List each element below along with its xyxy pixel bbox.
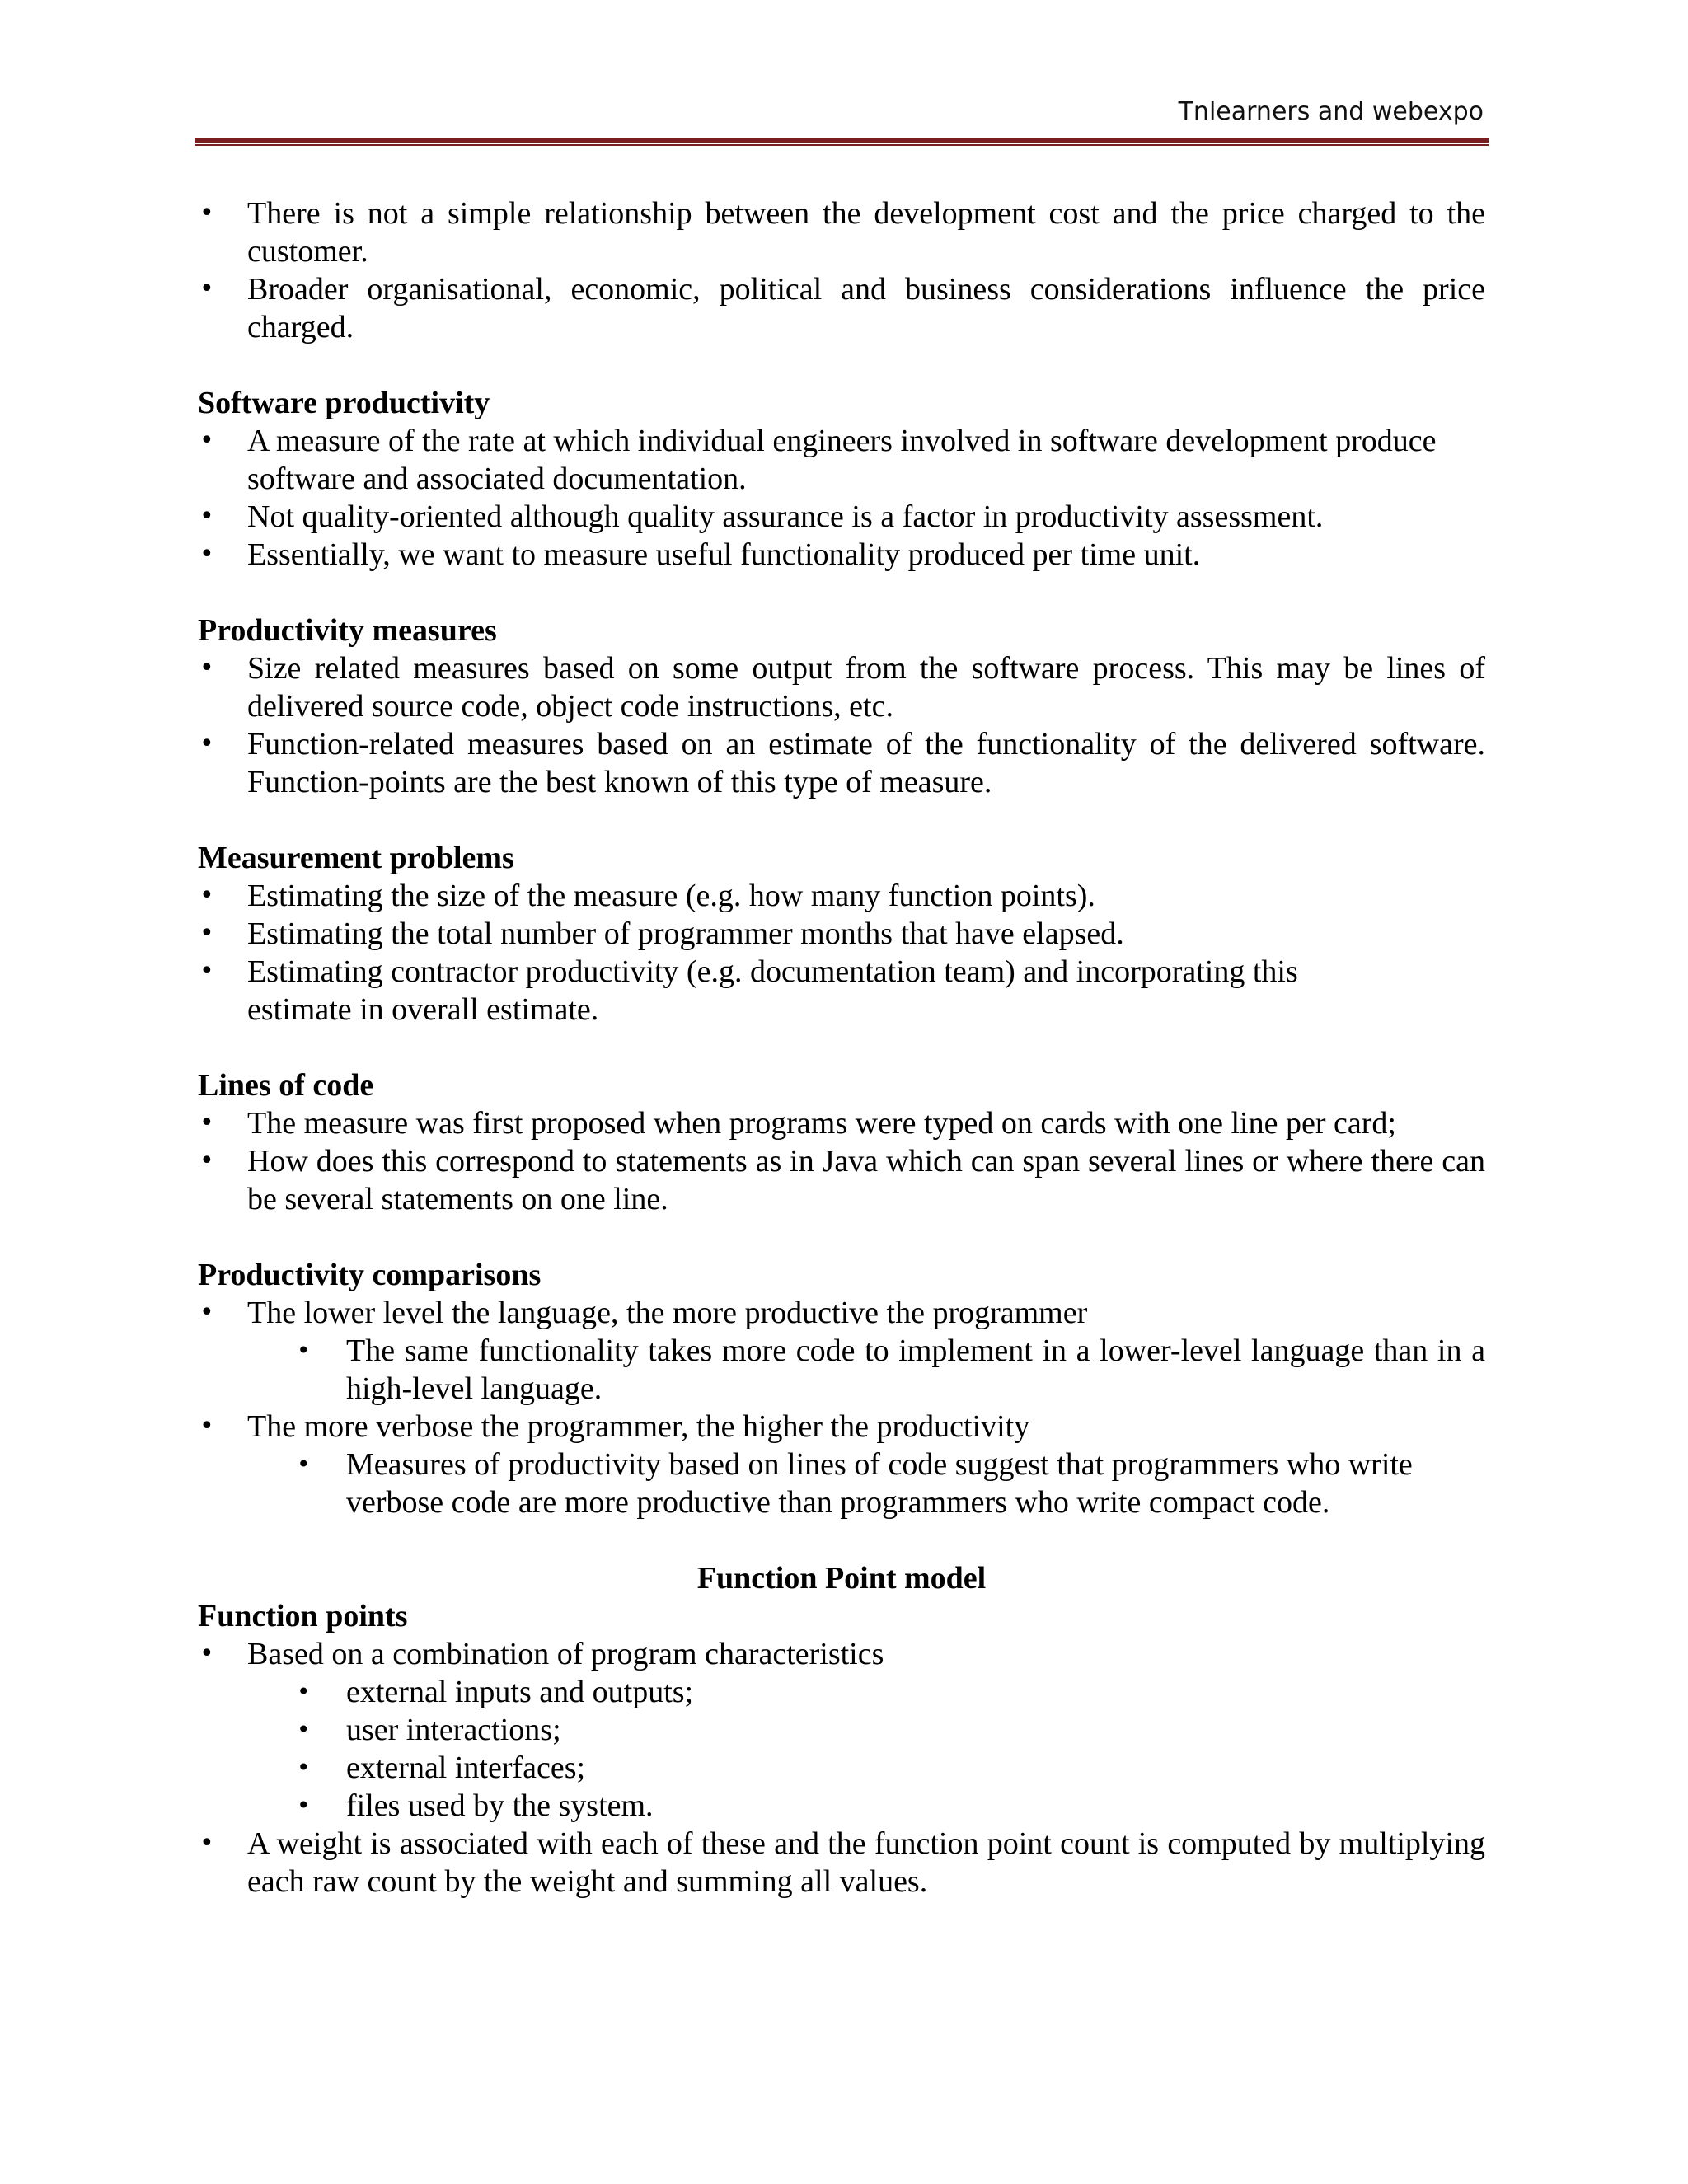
measurement-problems-list [198, 877, 1485, 1029]
subsection-heading-function-points: Function points [198, 1599, 408, 1633]
header-rule [195, 138, 1489, 143]
list-item: • Based on a combination of program characteristics [198, 1635, 1485, 1673]
list-item: • Essentially, we want to measure useful functionality produced per time unit. [198, 536, 1485, 574]
section-heading-lines-of-code: Lines of code [198, 1068, 374, 1103]
header-rule-thin [195, 144, 1489, 146]
list-item: • How does this correspond to statements as in Java which can span several lines or where there can be several statements on one line. [198, 1142, 1485, 1218]
section-heading-productivity-comparisons: Productivity comparisons [198, 1258, 542, 1292]
list-item: • Size related measures based on some output from the software process. This may be lines of delivered source code, object code instructions, etc. [198, 649, 1485, 725]
function-points-list [198, 1635, 1485, 1900]
intro-list [198, 194, 1485, 346]
sub-list-item: • user interactions; [198, 1711, 1485, 1749]
sub-list-item: • files used by the system. [198, 1787, 1485, 1825]
list-item: • Broader organisational, economic, political and business considerations influence the price charged. [198, 270, 1485, 346]
sub-list-item: • Measures of productivity based on lines of code suggest that programmers who write verbose code are more productive than programmers who write compact code. [198, 1446, 1485, 1521]
list-item: • The more verbose the programmer, the higher the productivity [198, 1408, 1485, 1446]
list-item: • There is not a simple relationship between the development cost and the price charged to the customer. [198, 194, 1485, 270]
productivity-measures-list [198, 649, 1485, 801]
sub-list-item: • external inputs and outputs; [198, 1673, 1485, 1711]
list-item: • The measure was first proposed when programs were typed on cards with one line per card; [198, 1104, 1485, 1142]
page-header: Tnlearners and webexpo [1178, 97, 1484, 126]
lines-of-code-list [198, 1104, 1485, 1218]
section-heading-productivity-measures: Productivity measures [198, 613, 497, 648]
list-item: • Estimating the size of the measure (e.g. how many function points). [198, 877, 1485, 915]
document-body [198, 194, 1485, 1900]
list-item: • The lower level the language, the more productive the programmer [198, 1294, 1485, 1332]
section-heading-function-point-model: Function Point model [696, 1561, 987, 1596]
productivity-comparisons-list [198, 1294, 1485, 1521]
list-item: • Function-related measures based on an estimate of the functionality of the delivered software. Function-points are the best known of this type of measure. [198, 725, 1485, 801]
sub-list-item: • external interfaces; [198, 1749, 1485, 1787]
section-heading-measurement-problems: Measurement problems [198, 841, 514, 875]
list-item: • Estimating contractor productivity (e.g. documentation team) and incorporating this estimate in overall estimate. [198, 953, 1485, 1029]
section-heading-software-productivity: Software productivity [198, 386, 490, 420]
list-item: • A measure of the rate at which individual engineers involved in software development produce software and associated documentation. [198, 422, 1485, 498]
list-item: • Not quality-oriented although quality assurance is a factor in productivity assessment. [198, 498, 1485, 536]
list-item: • A weight is associated with each of these and the function point count is computed by multiplying each raw count by the weight and summing all values. [198, 1825, 1485, 1900]
list-item: • Estimating the total number of programmer months that have elapsed. [198, 915, 1485, 953]
sub-list-item: • The same functionality takes more code to implement in a lower-level language than in a high-level language. [198, 1332, 1485, 1408]
software-productivity-list [198, 422, 1485, 574]
